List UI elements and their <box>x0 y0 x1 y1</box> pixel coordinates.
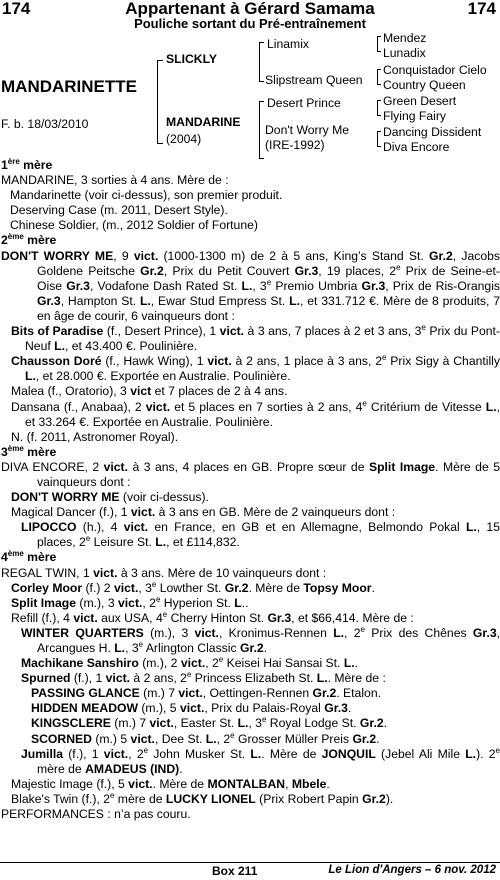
gen3-diva-encore: Diva Encore <box>383 140 450 154</box>
entry-magical-dancer: Magical Dancer (f.), 1 vict. à 3 ans en GB. Mère de 2 vainqueurs dont : <box>11 505 396 520</box>
gen2-dont-worry-me: Don't Worry Me <box>265 123 350 137</box>
section-1st-dam: 1ère mère <box>1 156 53 172</box>
gen3-green-desert: Green Desert <box>383 94 457 108</box>
section-2nd-dam: 2ème mère <box>1 232 57 248</box>
entry-bits-of-paradise: Bits of Paradise (f., Desert Prince), 1 vict. à 3 ans, 7 places à 2 et 3 ans, 3e Prix du Pont-Neuf L., et 43.400 €. Poulinière. <box>11 322 500 354</box>
entry-dansana: Dansana (f., Anabaa), 2 vict. et 5 places en 7 sorties à 2 ans, 4e Critérium de Vitesse L., et 33.264 €. Exportée en Australie. Poulinière. <box>11 398 500 429</box>
sire-name: SLICKLY <box>166 52 218 66</box>
horse-description: F. b. 18/03/2010 <box>1 117 89 131</box>
footer <box>0 862 500 880</box>
entry-dont-worry-me: DON'T WORRY ME, 9 vict. (1000-1300 m) de 2 à 5 ans, King’s Stand St. Gr.2, Jacobs Goldene Peitsche Gr.2, Prix du Petit Couvert Gr.3, 19 places, 2e Prix de Seine-et-Oise Gr.3, Vodafone Dash Rated St. L., 3e Premio Umbria Gr.3, Prix de Ris-Orangis Gr.3, Hampton St. L., Ewar Stud Empress St. L., et 331.712 €. Mère de 8 produits, 7 en âge de courir, 6 vainqueurs dont : <box>1 248 500 323</box>
entry-blakes-twin: Blake's Twin (f.), 2e mère de LUCKY LIONEL (Prix Robert Papin Gr.2). <box>11 790 394 806</box>
subtitle: Pouliche sortant du Pré-entraînement <box>134 16 366 31</box>
gen3-conquistador-cielo: Conquistador Cielo <box>383 63 487 77</box>
performances: PERFORMANCES : n’a pas couru. <box>1 807 191 822</box>
header <box>0 0 500 34</box>
dam-line: MANDARINE, 3 sorties à 4 ans. Mère de : <box>1 173 229 188</box>
box-number: Box 211 <box>212 864 258 878</box>
entry-chausson-dore: Chausson Doré (f., Hawk Wing), 1 vict. à 2 ans, 1 place à 3 ans, 2e Prix Sigy à Chantilly L., et 28.000 €. Exportée en Australie. Poulinière. <box>11 353 500 384</box>
entry-passing-glance: PASSING GLANCE (m.) 7 vict., Oettingen-Rennen Gr.2. Etalon. <box>31 686 381 701</box>
catalogue-body <box>0 158 500 822</box>
sale-info: Le Lion d'Angers – 6 nov. 2012 <box>328 864 496 876</box>
gen3-lunadix: Lunadix <box>383 46 426 60</box>
gen2-dont-worry-me-origin: (IRE-1992) <box>265 138 325 152</box>
entry-corley-moor: Corley Moor (f.) 2 vict., 3e Lowther St. Gr.2. Mère de Topsy Moor. <box>11 579 375 595</box>
entry-diva-encore: DIVA ENCORE, 2 vict. à 3 ans, 4 places en GB. Propre sœur de Split Image. Mère de 5 vainqueurs dont : <box>1 459 500 489</box>
owner-title: Appartenant à Gérard Samama <box>125 0 375 18</box>
dam-name: MANDARINE <box>166 115 241 129</box>
gen2-linamix: Linamix <box>267 37 309 51</box>
dam-year: (2004) <box>166 132 202 146</box>
gen3-mendez: Mendez <box>383 31 427 45</box>
gen3-flying-fairy: Flying Fairy <box>383 109 446 123</box>
entry-refill: Refill (f.), 4 vict. aux USA, 4e Cherry Hinton St. Gr.3, et $66,414. Mère de : <box>11 609 414 625</box>
entry-winter-quarters: WINTER QUARTERS (m.), 3 vict., Kronimus-Rennen L., 2e Prix des Chênes Gr.3, Arcangues H. L., 3e Arlington Classic Gr.2. <box>21 624 500 655</box>
section-4th-dam: 4ème mère <box>1 549 57 565</box>
lot-number-left: 174 <box>2 0 31 18</box>
gen3-country-queen: Country Queen <box>383 78 466 92</box>
entry-regal-twin: REGAL TWIN, 1 vict. à 3 ans. Mère de 10 vainqueurs dont : <box>1 565 327 580</box>
entry-jumilla: Jumilla (f.), 1 vict., 2e John Musker St. L.. Mère de JONQUIL (Jebel Ali Mile L.). 2e mère de AMADEUS (IND). <box>21 745 500 776</box>
gen2-slipstream-queen: Slipstream Queen <box>265 73 363 87</box>
section-3rd-dam: 3ème mère <box>1 443 57 459</box>
entry-hidden-meadow: HIDDEN MEADOW (m.), 5 vict., Prix du Palais-Royal Gr.3. <box>31 701 352 716</box>
entry-kingsclere: KINGSCLERE (m.) 7 vict., Easter St. L., 3e Royal Lodge St. Gr.2. <box>31 715 388 731</box>
entry-malea: Malea (f., Oratorio), 3 vict et 7 places de 2 à 4 ans. <box>11 384 288 399</box>
gen3-dancing-dissident: Dancing Dissident <box>383 125 482 139</box>
entry-lipocco: LIPOCCO (h.), 4 vict. en France, en GB et en Allemagne, Belmondo Pokal L., 15 places, 2e Leisure St. L., et £114,832. <box>21 520 500 550</box>
entry-majestic-image: Majestic Image (f.), 5 vict.. Mère de MONTALBAN, Mbele. <box>11 776 330 791</box>
entry-split-image: Split Image (m.), 3 vict., 2e Hyperion St. L.. <box>11 594 249 610</box>
entry-scorned: SCORNED (m.) 5 vict., Dee St. L., 2e Grosser Müller Preis Gr.2. <box>31 730 380 746</box>
produce-2: Deserving Case (m. 2011, Desert Style). <box>10 203 228 218</box>
entry-dont-worry-me-ref: DON'T WORRY ME (voir ci-dessus). <box>11 490 209 505</box>
produce-1: Mandarinette (voir ci-dessus), son premier produit. <box>10 188 283 203</box>
horse-name: MANDARINETTE <box>1 77 137 96</box>
produce-3: Chinese Soldier, (m., 2012 Soldier of Fortune) <box>10 218 258 233</box>
entry-n-2011: N. (f. 2011, Astronomer Royal). <box>11 429 179 444</box>
gen2-desert-prince: Desert Prince <box>267 96 341 110</box>
pedigree-table <box>0 32 500 154</box>
entry-spurned: Spurned (f.), 1 vict. à 2 ans, 2e Princess Elizabeth St. L.. Mère de : <box>21 670 386 686</box>
entry-machikane-sanshiro: Machikane Sanshiro (m.), 2 vict., 2e Keisei Hai Sansai St. L.. <box>21 655 359 671</box>
lot-number-right: 174 <box>467 0 496 18</box>
